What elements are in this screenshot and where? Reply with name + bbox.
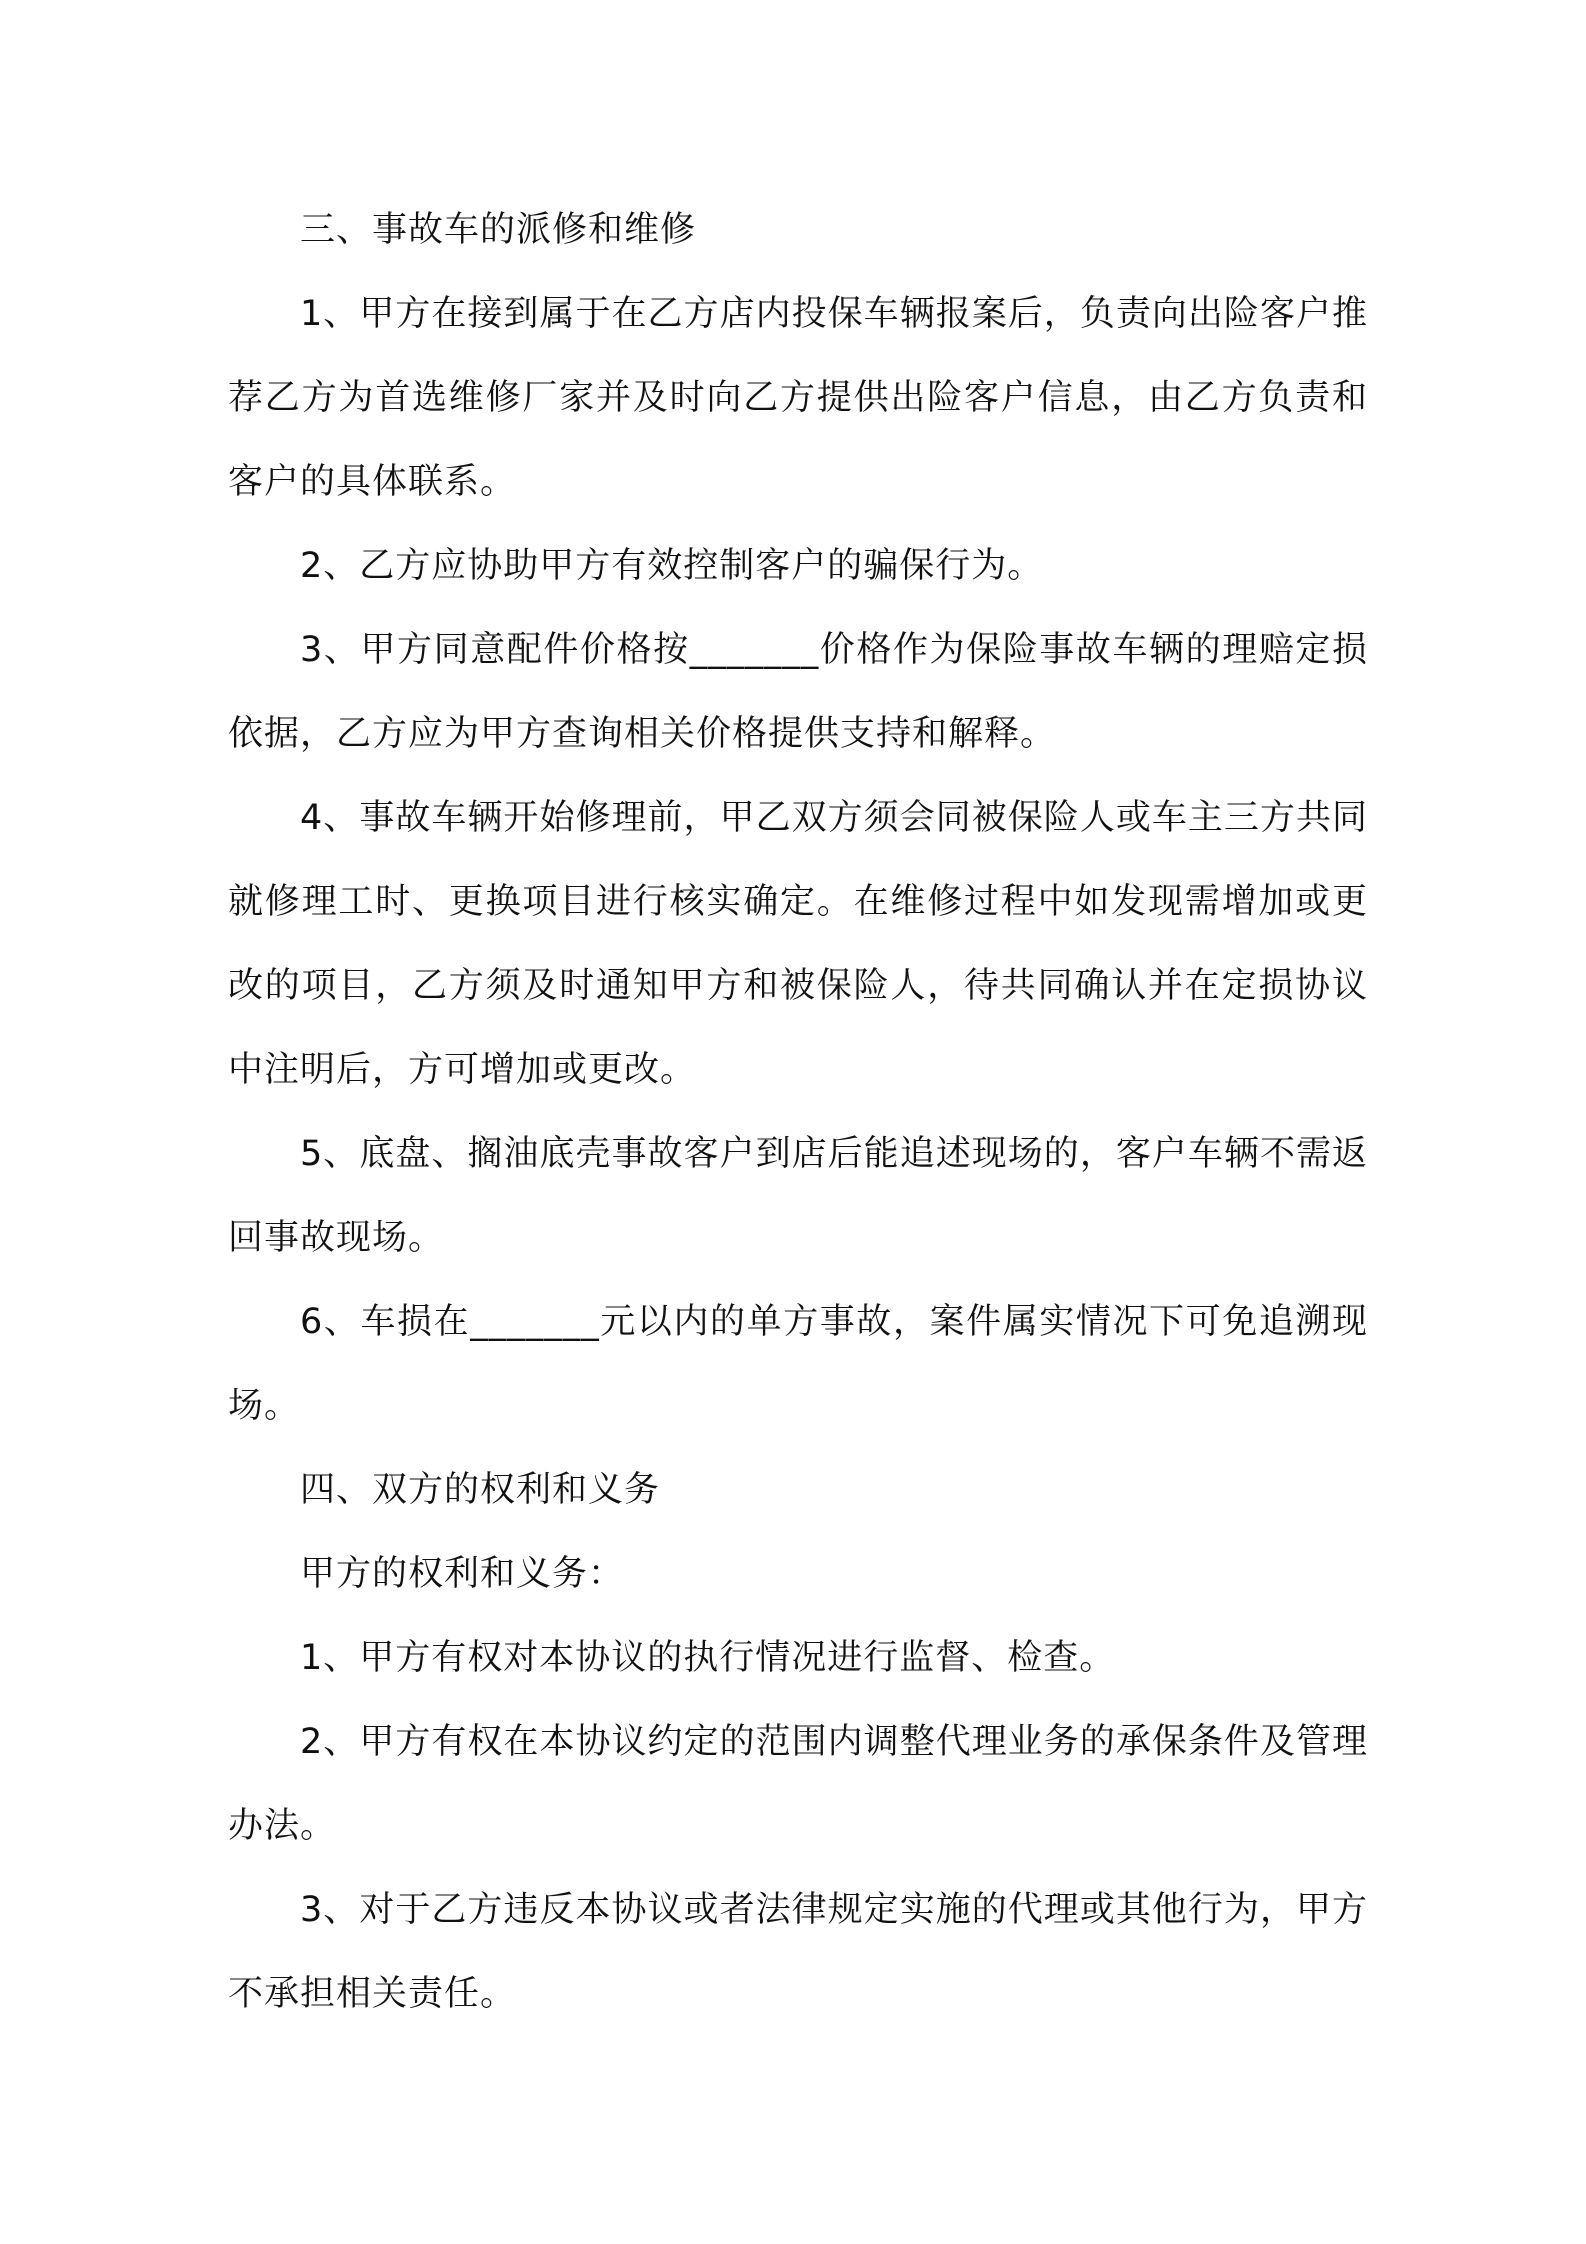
clause-3-2: 2、乙方应协助甲方有效控制客户的骗保行为。 [300, 546, 1044, 586]
section-heading-3: 三、事故车的派修和维修 [300, 210, 697, 250]
clause-3-6: 6、车损在_______元以内的单方事故，案件属实情况下可免追溯现场。 [228, 1302, 1368, 1426]
clause-3-1: 1、甲方在接到属于在乙方店内投保车辆报案后，负责向出险客户推荐乙方为首选维修厂家并及时向乙方提供出险客户信息，由乙方负责和客户的具体联系。 [228, 294, 1368, 502]
clause-4-3: 3、对于乙方违反本协议或者法律规定实施的代理或其他行为，甲方不承担相关责任。 [228, 1890, 1368, 2014]
clause-3-3: 3、甲方同意配件价格按_______价格作为保险事故车辆的理赔定损依据，乙方应为甲方查询相关价格提供支持和解释。 [228, 630, 1368, 754]
clause-4-2: 2、甲方有权在本协议约定的范围内调整代理业务的承保条件及管理办法。 [228, 1722, 1368, 1846]
subheading-party-a: 甲方的权利和义务： [300, 1554, 625, 1594]
clause-4-1: 1、甲方有权对本协议的执行情况进行监督、检查。 [300, 1638, 1116, 1678]
section-heading-4: 四、双方的权利和义务 [300, 1470, 661, 1510]
clause-3-5: 5、底盘、搁油底壳事故客户到店后能追述现场的，客户车辆不需返回事故现场。 [228, 1134, 1368, 1258]
document-page [228, 188, 1368, 2036]
clause-3-4: 4、事故车辆开始修理前，甲乙双方须会同被保险人或车主三方共同就修理工时、更换项目进行核实确定。在维修过程中如发现需增加或更改的项目，乙方须及时通知甲方和被保险人，待共同确认并在定损协议中注明后，方可增加或更改。 [228, 798, 1368, 1090]
